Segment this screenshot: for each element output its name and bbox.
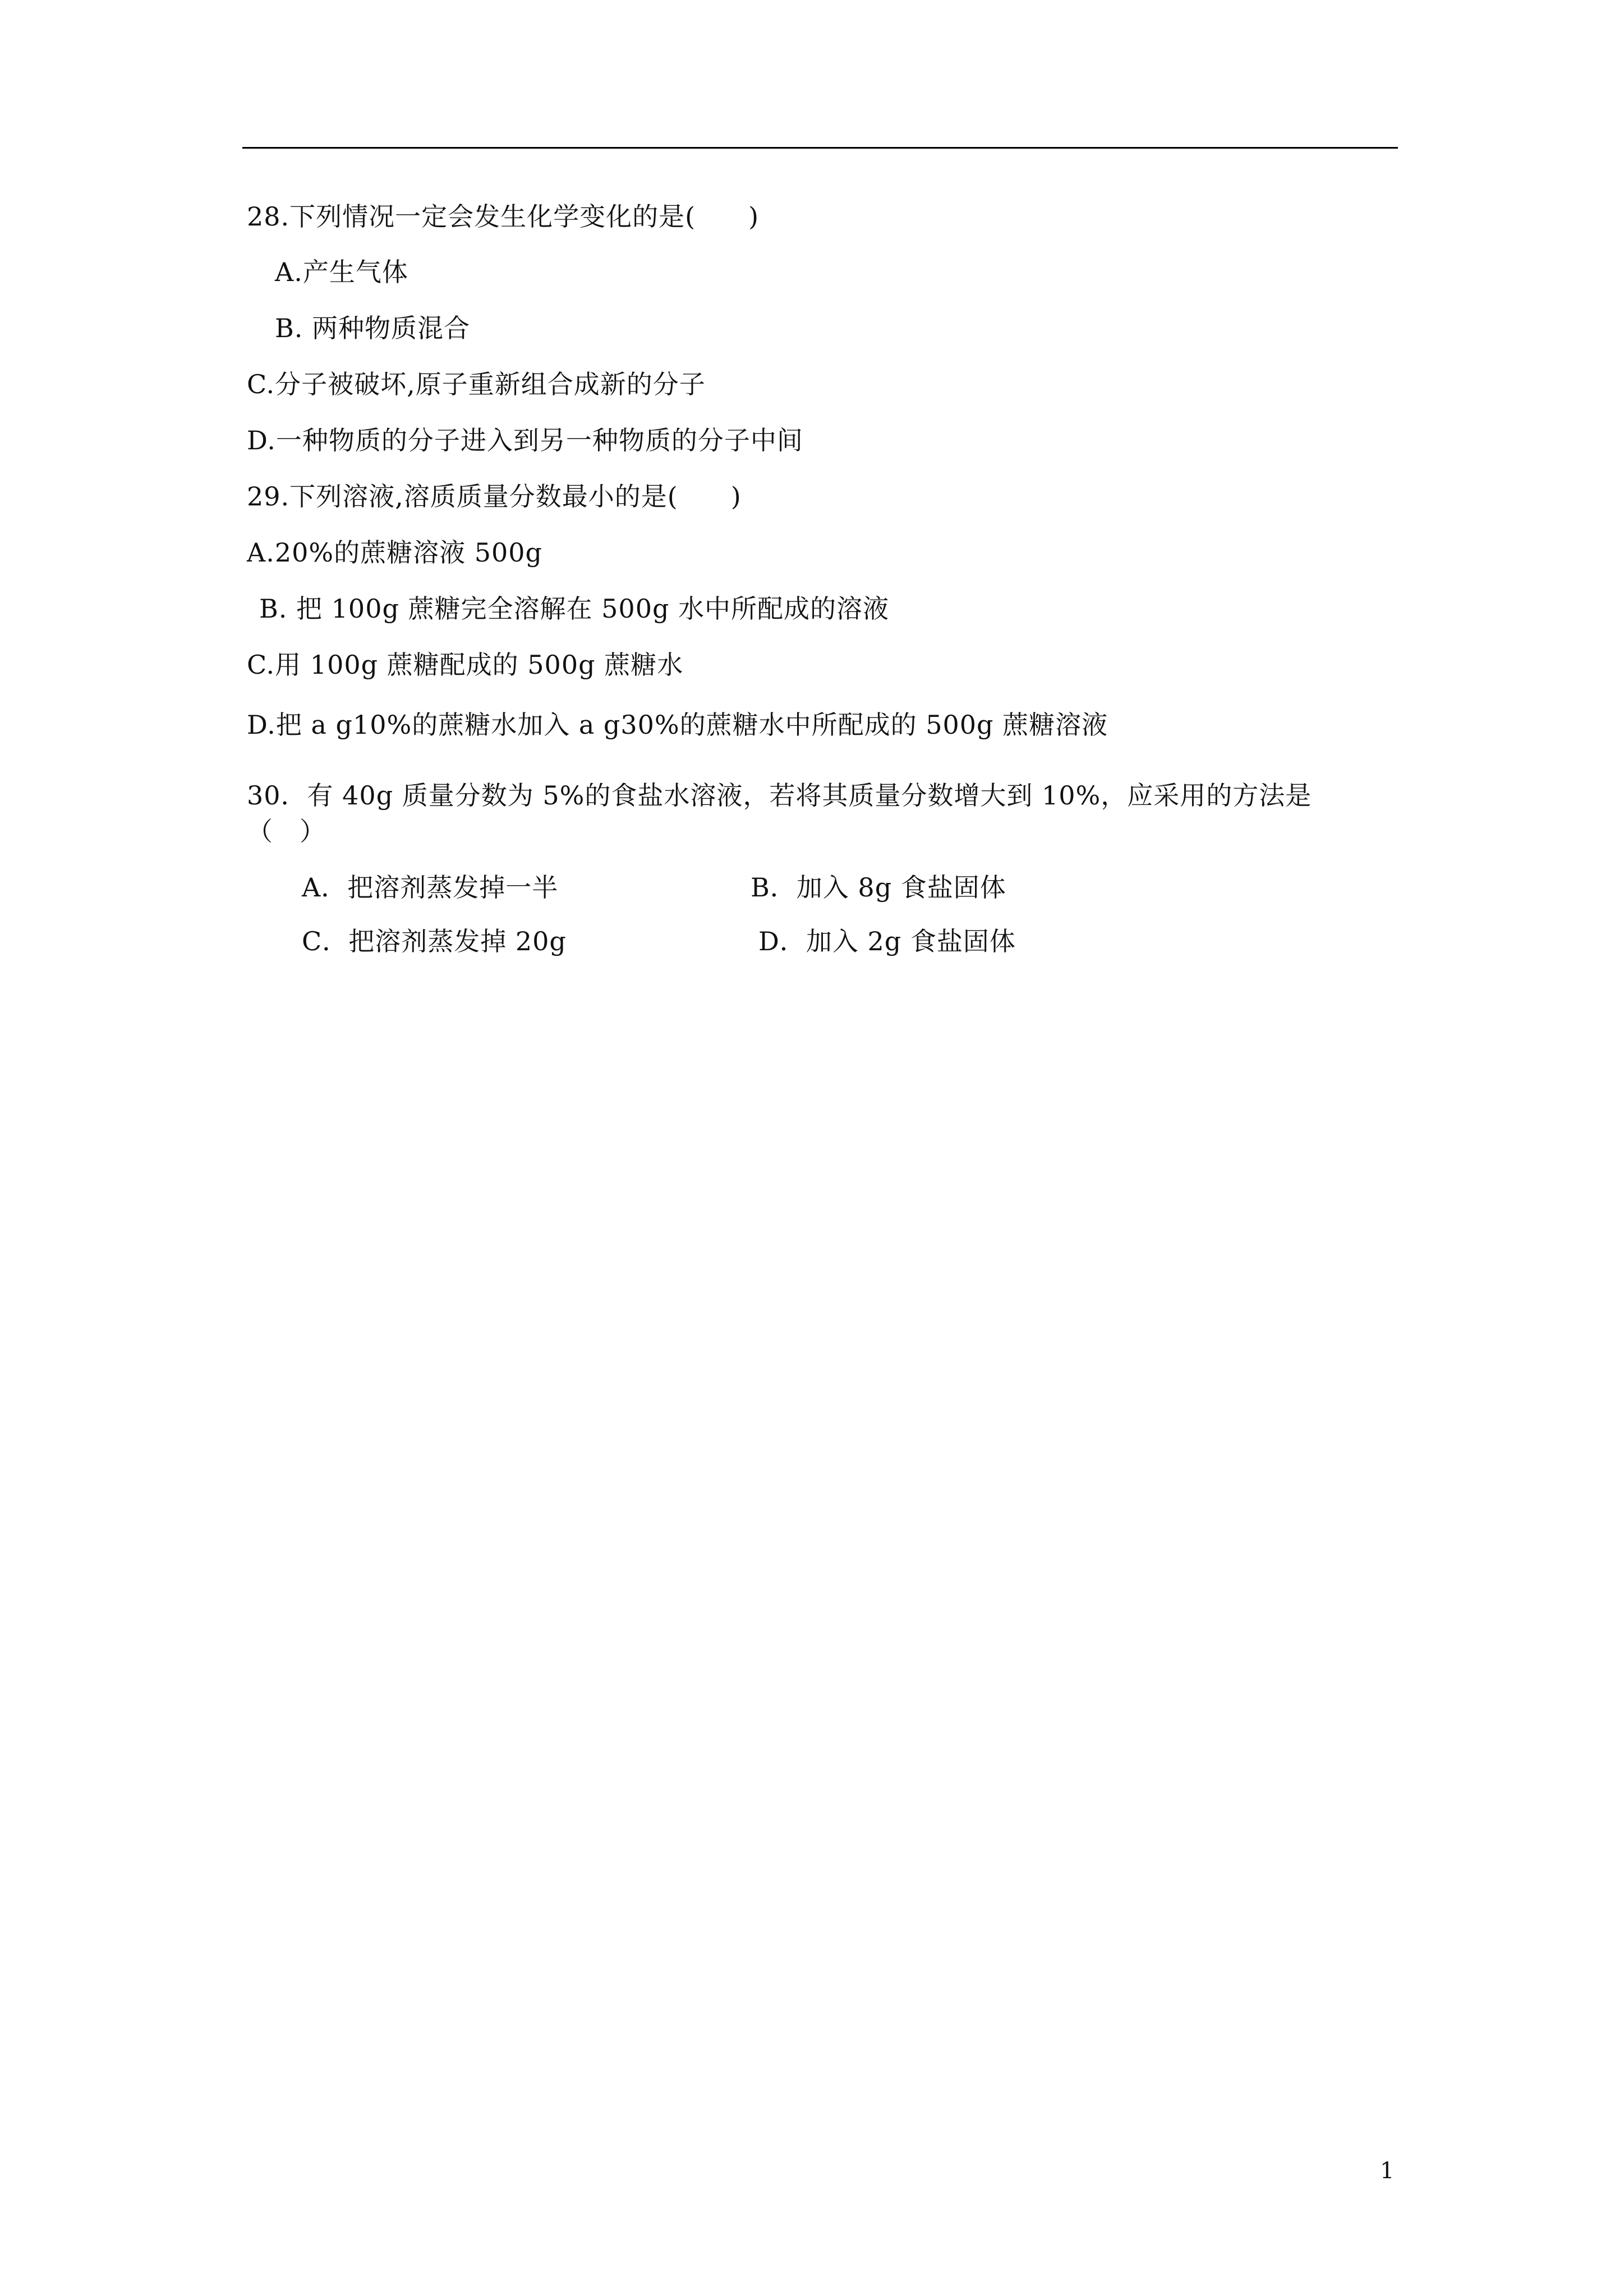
question-30-option-d: D．加入 2g 食盐固体 <box>758 926 1016 956</box>
question-28-stem: 28.下列情况一定会发生化学变化的是( ) <box>247 201 760 232</box>
question-29-stem: 29.下列溶液,溶质质量分数最小的是( ) <box>247 481 742 512</box>
question-29-option-d: D.把 a g10%的蔗糖水加入 a g30%的蔗糖水中所配成的 500g 蔗糖溶液 <box>247 710 1108 740</box>
header-rule <box>242 147 1398 149</box>
question-28-option-c: C.分子被破坏,原子重新组合成新的分子 <box>247 369 706 399</box>
question-28-option-d: D.一种物质的分子进入到另一种物质的分子中间 <box>247 425 803 455</box>
question-30-option-c: C．把溶剂蒸发掉 20g <box>302 926 567 956</box>
question-29-option-b: B. 把 100g 蔗糖完全溶解在 500g 水中所配成的溶液 <box>259 593 890 624</box>
question-29-option-c: C.用 100g 蔗糖配成的 500g 蔗糖水 <box>247 650 684 680</box>
question-30-option-b: B．加入 8g 食盐固体 <box>751 872 1006 903</box>
question-28-option-b: B. 两种物质混合 <box>275 313 471 343</box>
question-30-option-a: A．把溶剂蒸发掉一半 <box>302 872 559 903</box>
question-28-option-a: A.产生气体 <box>275 257 408 287</box>
question-29-option-a: A.20%的蔗糖溶液 500g <box>247 537 542 568</box>
question-30-stem: 30．有 40g 质量分数为 5%的食盐水溶液，若将其质量分数增大到 10%，应采用的方法是 <box>247 780 1312 811</box>
page-number: 1 <box>1380 2158 1395 2184</box>
question-30-stem-paren: （ ） <box>247 816 326 846</box>
